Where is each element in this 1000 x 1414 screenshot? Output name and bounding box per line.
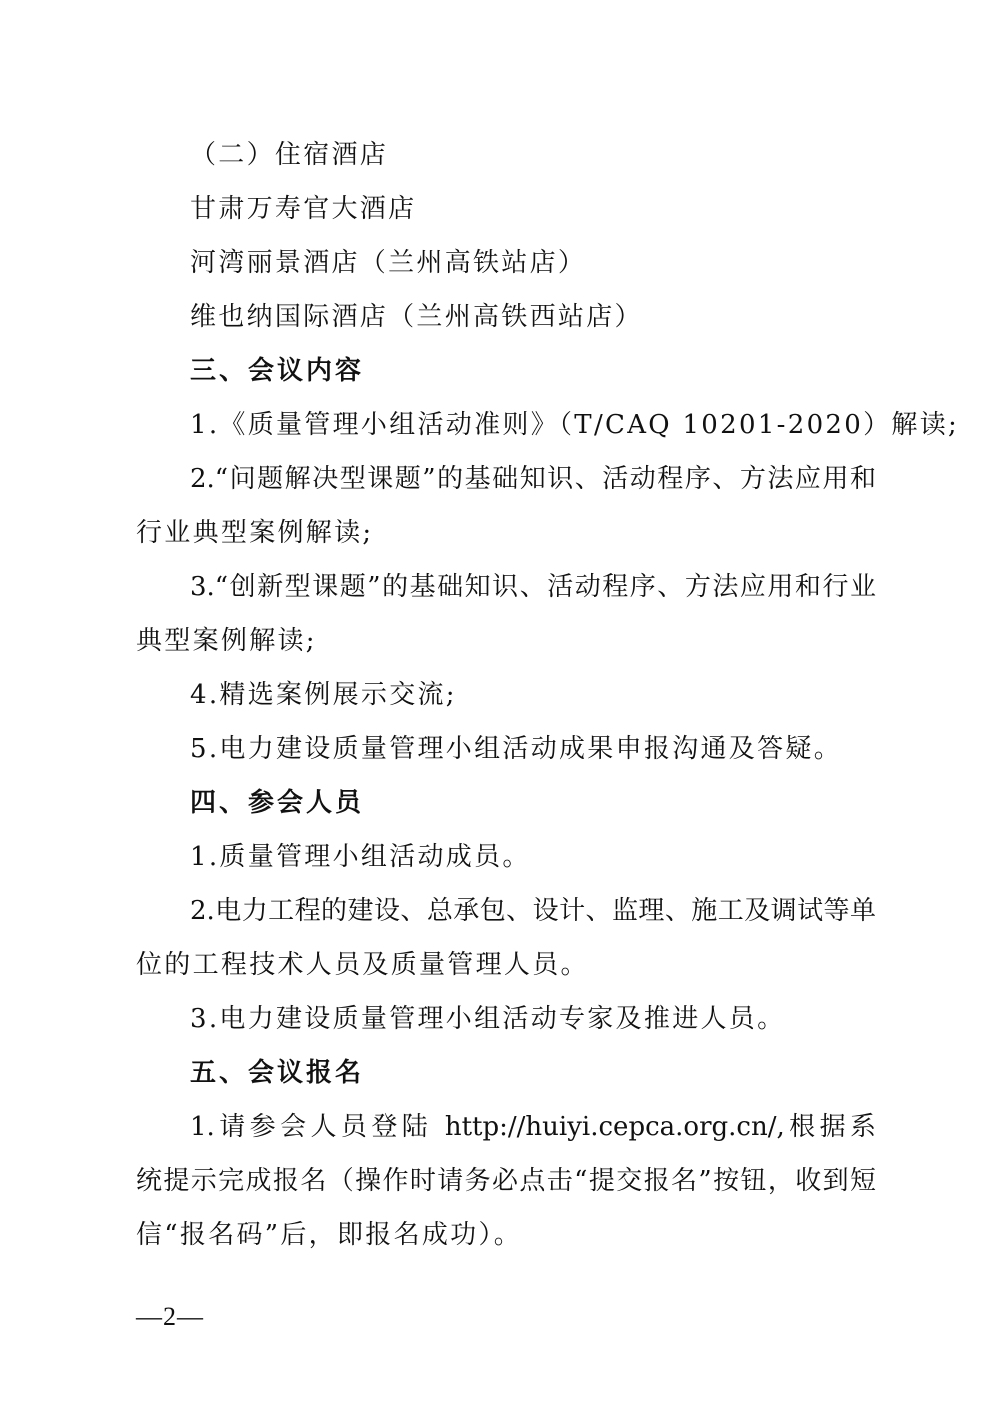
section-heading-registration: 五、会议报名: [190, 1058, 365, 1088]
hotel-item: 河湾丽景酒店（兰州高铁站店）: [190, 248, 587, 278]
participant-item-continuation: 位的工程技术人员及质量管理人员。: [136, 950, 589, 980]
content-item: 2.“问题解决型课题”的基础知识、活动程序、方法应用和: [190, 464, 876, 494]
registration-item-continuation: 统提示完成报名（操作时请务必点击“提交报名”按钮，收到短: [136, 1166, 876, 1196]
participant-item: 1.质量管理小组活动成员。: [190, 842, 531, 872]
subsection-accommodation-title: （二）住宿酒店: [190, 140, 389, 170]
content-item: 4.精选案例展示交流;: [190, 680, 457, 710]
registration-item: 1.请参会人员登陆 http://huiyi.cepca.org.cn/,根据系: [190, 1112, 876, 1142]
content-item-continuation: 典型案例解读;: [136, 626, 317, 656]
section-heading-meeting-content: 三、会议内容: [190, 356, 365, 386]
content-item: 5.电力建设质量管理小组活动成果申报沟通及答疑。: [190, 734, 843, 764]
participant-item: 3.电力建设质量管理小组活动专家及推进人员。: [190, 1004, 786, 1034]
content-item: 3.“创新型课题”的基础知识、活动程序、方法应用和行业: [190, 572, 876, 602]
hotel-item: 甘肃万寿官大酒店: [190, 194, 417, 224]
content-item-continuation: 行业典型案例解读;: [136, 518, 374, 548]
section-heading-participants: 四、参会人员: [190, 788, 365, 818]
hotel-item: 维也纳国际酒店（兰州高铁西站店）: [190, 302, 643, 332]
page-number: —2—: [136, 1302, 204, 1331]
registration-item-continuation: 信“报名码”后，即报名成功）。: [136, 1220, 523, 1250]
content-item: 1.《质量管理小组活动准则》（T/CAQ 10201-2020）解读;: [190, 410, 960, 440]
participant-item: 2.电力工程的建设、总承包、设计、监理、施工及调试等单: [190, 896, 876, 926]
